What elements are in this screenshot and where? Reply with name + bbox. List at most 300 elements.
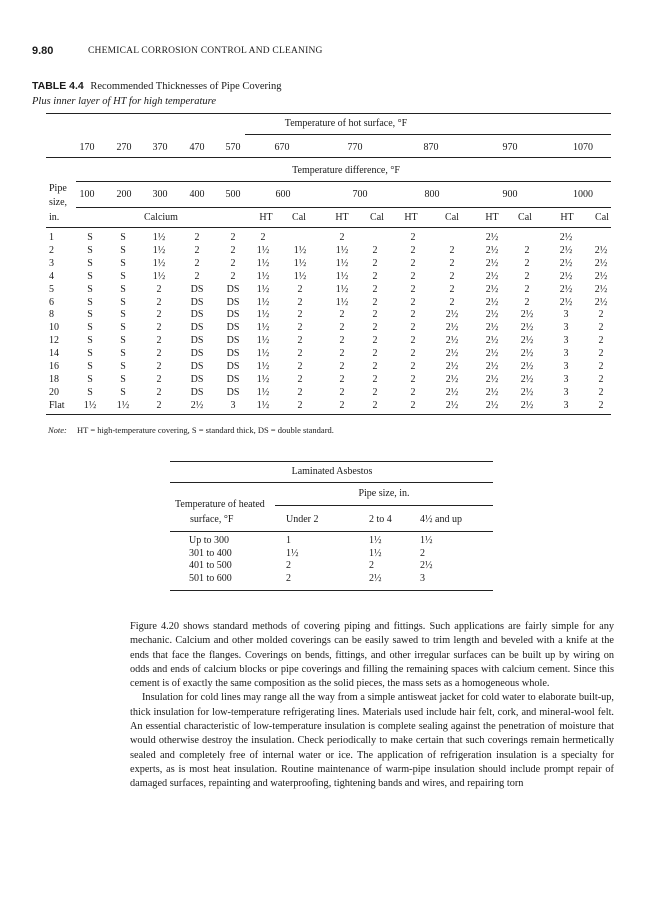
thickness-cell: S: [87, 361, 93, 372]
thickness-cell: DS: [190, 309, 204, 321]
thickness-cell: 2: [410, 361, 416, 372]
thickness-cell: 2½: [485, 270, 499, 282]
thickness-cell: 1½: [293, 244, 307, 256]
thickness-cell: 2½: [445, 335, 459, 347]
thickness-cell: 2½: [485, 386, 499, 398]
pipe-size-cell: 2: [49, 244, 54, 256]
thickness-cell: 2: [339, 335, 345, 347]
lam-pipe-size-header: Pipe size, in.: [358, 488, 410, 499]
thickness-cell: 2: [524, 270, 530, 282]
thickness-cell: 2½: [485, 373, 499, 385]
thickness-cell: 2½: [485, 296, 499, 308]
thickness-cell: 2: [524, 283, 530, 295]
ht-label: HT: [485, 212, 499, 223]
thickness-cell: 2½: [520, 309, 534, 321]
thickness-cell: 2½: [445, 348, 459, 360]
thickness-cell: S: [120, 386, 126, 398]
thickness-cell: DS: [226, 335, 240, 347]
thickness-cell: 2: [598, 399, 604, 411]
lam-temp-header-1: Temperature of heated: [175, 499, 265, 510]
thickness-cell: S: [120, 348, 126, 360]
thickness-cell: 2: [524, 257, 530, 269]
lam-temp-cell: 301 to 400: [189, 547, 232, 559]
thickness-cell: 2: [156, 373, 162, 385]
table-label: TABLE 4.4: [32, 80, 84, 92]
pipe-size-cell: 5: [49, 283, 54, 295]
thickness-cell: 2: [410, 232, 416, 243]
lam-col-2-to-4: 2 to 4: [369, 514, 392, 525]
hot-surface-temp: 1070: [573, 142, 593, 153]
thickness-cell: 2: [410, 309, 416, 321]
thickness-cell: 2: [598, 361, 604, 372]
temp-diff-value: 800: [424, 189, 440, 200]
pipe-size-cell: 10: [49, 322, 59, 334]
thickness-cell: DS: [190, 373, 204, 385]
thickness-cell: 2: [156, 348, 162, 360]
thickness-cell: 2: [372, 373, 378, 385]
thickness-cell: 2: [449, 283, 455, 295]
paragraph-1: Figure 4.20 shows standard methods of covering piping and fittings. Such applications are fairly simple for any mechanic. Calcium and other molded coverings can be easily sawed to trim length and beveled with a knife at the ends that face the flanges. Coverings on bends, fittings, and other irregular surfaces can be built up by wiring on odds and ends of calcium blocks or pipe coverings and filling the remaining spaces with calcium cement. Since this cement is of exactly the same composition as the solid pieces, the mass sets as a homogeneous whole.: [130, 621, 614, 690]
thickness-cell: 2½: [445, 322, 459, 334]
lam-thickness-cell: 1½: [369, 535, 382, 546]
thickness-cell: 2: [339, 348, 345, 360]
thickness-cell: 2½: [559, 270, 573, 282]
pipe-size-label-3: in.: [49, 212, 60, 223]
thickness-cell: 2½: [485, 399, 499, 411]
thickness-cell: DS: [226, 386, 240, 398]
thickness-cell: 1½: [152, 270, 166, 282]
thickness-cell: 1½: [256, 283, 270, 295]
thickness-cell: 2½: [594, 257, 608, 269]
thickness-cell: 1½: [256, 309, 270, 321]
thickness-cell: 2: [410, 270, 416, 282]
thickness-cell: DS: [190, 348, 204, 360]
thickness-cell: 2: [449, 296, 455, 308]
thickness-cell: 2: [297, 399, 303, 411]
thickness-cell: 2: [194, 257, 200, 269]
thickness-cell: 2: [372, 270, 378, 282]
cal-label: Cal: [370, 212, 384, 223]
thickness-cell: 2½: [520, 322, 534, 334]
thickness-cell: 2: [372, 399, 378, 411]
temp-diff-value: 300: [152, 189, 168, 200]
thickness-cell: 3: [230, 399, 236, 411]
thickness-cell: 2: [372, 296, 378, 308]
thickness-cell: DS: [190, 283, 204, 295]
pipe-size-cell: 16: [49, 361, 59, 372]
thickness-cell: 2: [372, 309, 378, 321]
lam-col-4half-up: 4½ and up: [420, 514, 462, 525]
thickness-cell: 1½: [293, 257, 307, 269]
thickness-cell: S: [120, 257, 126, 269]
thickness-cell: 2½: [594, 244, 608, 256]
lam-bottom-rule: [170, 590, 493, 591]
thickness-cell: 2: [372, 361, 378, 372]
thickness-cell: 2½: [520, 348, 534, 360]
body-text: [130, 620, 614, 792]
thickness-cell: S: [120, 322, 126, 334]
thickness-cell: 2: [372, 386, 378, 398]
thickness-cell: S: [87, 386, 93, 398]
temp-diff-value: 900: [502, 189, 518, 200]
running-title: CHEMICAL CORROSION CONTROL AND CLEANING: [88, 46, 323, 56]
hot-surface-header: Temperature of hot surface, °F: [284, 118, 408, 129]
pipe-size-cell: Flat: [49, 399, 65, 411]
thickness-cell: DS: [190, 296, 204, 308]
hot-surface-temp: 670: [274, 142, 290, 153]
thickness-cell: S: [87, 296, 93, 308]
thickness-cell: 1½: [256, 386, 270, 398]
temps-rule: [46, 157, 611, 158]
temp-diff-value: 100: [79, 189, 95, 200]
hot-surface-temp: 770: [347, 142, 363, 153]
thickness-cell: 2: [410, 283, 416, 295]
thickness-cell: 2: [339, 399, 345, 411]
thickness-cell: 2½: [485, 309, 499, 321]
thickness-cell: 2: [156, 296, 162, 308]
table-top-rule: [46, 113, 611, 114]
thickness-cell: 2: [410, 399, 416, 411]
thickness-cell: 2: [194, 244, 200, 256]
note-text: HT = high-temperature covering, S = standard thick, DS = double standard.: [77, 425, 334, 435]
table-caption: [32, 80, 281, 92]
thickness-cell: 2: [372, 257, 378, 269]
lam-thickness-cell: 1½: [420, 535, 433, 546]
temp-diff-value: 200: [116, 189, 132, 200]
thickness-cell: 2: [410, 244, 416, 256]
thickness-cell: 2½: [559, 244, 573, 256]
thickness-cell: 2: [297, 283, 303, 295]
thickness-cell: 2½: [445, 309, 459, 321]
temp-diff-value: 400: [189, 189, 205, 200]
pipe-size-cell: 6: [49, 296, 54, 308]
thickness-cell: 2: [598, 309, 604, 321]
thickness-cell: DS: [226, 283, 240, 295]
lam-thickness-cell: 2: [286, 572, 291, 584]
thickness-cell: 2½: [485, 322, 499, 334]
thickness-cell: 2: [372, 244, 378, 256]
thickness-cell: 2½: [445, 399, 459, 411]
thickness-cell: 2½: [485, 335, 499, 347]
thickness-cell: 2: [339, 309, 345, 321]
thickness-cell: 2: [598, 373, 604, 385]
thickness-cell: DS: [190, 361, 204, 372]
thickness-cell: DS: [190, 386, 204, 398]
lam-thickness-cell: 2: [369, 560, 374, 571]
thickness-cell: 1½: [256, 322, 270, 334]
thickness-cell: 2½: [520, 399, 534, 411]
thickness-cell: 2: [598, 335, 604, 347]
thickness-cell: DS: [226, 322, 240, 334]
thickness-cell: 2: [156, 322, 162, 334]
thickness-cell: S: [120, 244, 126, 256]
thickness-cell: DS: [226, 296, 240, 308]
thickness-cell: S: [87, 373, 93, 385]
thickness-cell: 1½: [335, 244, 349, 256]
hot-surface-temp: 470: [189, 142, 205, 153]
thickness-cell: 2½: [594, 283, 608, 295]
temp-diff-value: 700: [352, 189, 368, 200]
ht-label: HT: [560, 212, 574, 223]
thickness-cell: S: [120, 296, 126, 308]
thickness-cell: S: [87, 348, 93, 360]
thickness-cell: S: [87, 283, 93, 295]
thickness-cell: S: [87, 232, 93, 243]
thickness-cell: 2: [297, 296, 303, 308]
thickness-cell: 2: [410, 348, 416, 360]
pipe-size-cell: 8: [49, 309, 54, 321]
thickness-cell: 2½: [485, 257, 499, 269]
thickness-cell: 2½: [520, 386, 534, 398]
thickness-cell: 2½: [445, 361, 459, 372]
thickness-cell: 2½: [445, 386, 459, 398]
calcium-label: Calcium: [144, 212, 178, 223]
cal-label: Cal: [595, 212, 609, 223]
hot-surface-temp: 870: [423, 142, 439, 153]
table-subtitle: Plus inner layer of HT for high temperature: [32, 96, 217, 107]
thickness-cell: DS: [226, 373, 240, 385]
thickness-cell: S: [87, 270, 93, 282]
thickness-cell: 2: [297, 335, 303, 347]
thickness-cell: 2½: [559, 232, 573, 243]
temp-diff-value: 1000: [573, 189, 593, 200]
thickness-cell: DS: [226, 348, 240, 360]
thickness-cell: 2½: [485, 348, 499, 360]
thickness-cell: 1½: [256, 399, 270, 411]
thickness-cell: 2: [410, 335, 416, 347]
thickness-cell: 2: [598, 386, 604, 398]
thickness-cell: 2½: [485, 283, 499, 295]
thickness-cell: 2½: [520, 373, 534, 385]
lam-thickness-cell: 1: [286, 535, 291, 546]
thickness-cell: 2: [372, 335, 378, 347]
thickness-cell: 2½: [190, 399, 204, 411]
pipe-size-label-1: Pipe: [49, 183, 67, 194]
ht-label: HT: [259, 212, 273, 223]
thickness-cell: S: [87, 335, 93, 347]
thickness-cell: 2: [156, 283, 162, 295]
ht-label: HT: [335, 212, 349, 223]
thickness-cell: 2: [194, 270, 200, 282]
table-bottom-rule: [46, 414, 611, 415]
thickness-cell: DS: [190, 322, 204, 334]
hot-surface-temp: 970: [502, 142, 518, 153]
thickness-cell: 2: [524, 296, 530, 308]
thickness-cell: 2: [194, 232, 200, 243]
thickness-cell: 2: [339, 386, 345, 398]
thickness-cell: 3: [563, 335, 569, 347]
thickness-cell: 2: [297, 373, 303, 385]
thickness-cell: 2: [410, 386, 416, 398]
note-label: Note:: [48, 425, 67, 435]
lam-thickness-cell: 1½: [286, 547, 299, 559]
thickness-cell: 2: [297, 309, 303, 321]
thickness-cell: 2: [156, 386, 162, 398]
lam-thickness-cell: 1½: [369, 547, 382, 559]
thickness-cell: 2: [410, 296, 416, 308]
thickness-cell: 2: [260, 232, 266, 243]
thickness-cell: 2½: [594, 270, 608, 282]
thickness-cell: S: [120, 309, 126, 321]
thickness-cell: S: [120, 283, 126, 295]
pipe-size-cell: 1: [49, 232, 54, 243]
thickness-cell: 1½: [335, 257, 349, 269]
thickness-cell: 1½: [152, 232, 166, 243]
thickness-cell: 2½: [520, 335, 534, 347]
thickness-cell: S: [120, 232, 126, 243]
thickness-cell: 2½: [559, 283, 573, 295]
thickness-cell: 2: [156, 399, 162, 411]
thickness-cell: 2: [339, 322, 345, 334]
pipe-size-cell: 20: [49, 386, 59, 398]
thickness-cell: 2: [230, 232, 236, 243]
lam-title-rule: [170, 482, 493, 483]
pipe-size-cell: 18: [49, 373, 59, 385]
pipe-size-label-2: size,: [49, 197, 68, 208]
thickness-cell: 1½: [335, 270, 349, 282]
lam-thickness-cell: 2: [420, 547, 425, 559]
paragraph-2: Insulation for cold lines may range all the way from a simple antisweat jacket for cold water to elaborate built-up, thick insulation for low-temperature refrigerating lines. Materials used include hair felt, cork, and mineral-wool felt. An essential characteristic of low-temperature insulation is complete sealing against the penetration of moisture that would otherwise destroy the insulation. Check periodically to make certain that such coverings remain hermetically sealed and completely free of internal water or ice. The application of refrigeration insulation is a specialty for experts, as is most heat insulation. Routine maintenance of warm-pipe insulation should include prompt repair of damaged surfaces, repainting and waterproofing, tightening bands and wires, and repairing torn: [130, 692, 614, 790]
thickness-cell: 2: [339, 373, 345, 385]
thickness-cell: 2½: [485, 232, 499, 243]
lam-title: Laminated Asbestos: [291, 466, 373, 477]
pipe-size-cell: 3: [49, 257, 54, 269]
thickness-cell: 1½: [256, 296, 270, 308]
table-note: [48, 425, 334, 435]
thickness-cell: 2: [230, 270, 236, 282]
thickness-cell: 2½: [485, 361, 499, 372]
thickness-cell: 2: [297, 322, 303, 334]
thickness-cell: 1½: [256, 373, 270, 385]
thickness-cell: 1½: [335, 283, 349, 295]
header-bottom-rule: [46, 227, 611, 228]
thickness-cell: 2: [339, 232, 345, 243]
thickness-cell: 3: [563, 399, 569, 411]
thickness-cell: DS: [226, 361, 240, 372]
thickness-cell: 3: [563, 309, 569, 321]
thickness-cell: 2½: [520, 361, 534, 372]
pipe-size-cell: 14: [49, 348, 59, 360]
temp-diff-value: 600: [275, 189, 291, 200]
hot-surface-temp: 370: [152, 142, 168, 153]
table-title: Recommended Thicknesses of Pipe Covering: [90, 81, 282, 92]
temp-diff-value: 500: [225, 189, 241, 200]
thickness-cell: S: [120, 361, 126, 372]
thickness-cell: 2: [598, 322, 604, 334]
lam-thickness-cell: 2½: [420, 560, 433, 571]
lam-thickness-cell: 2½: [369, 572, 382, 584]
thickness-cell: S: [87, 257, 93, 269]
thickness-cell: 2½: [485, 244, 499, 256]
thickness-cell: 2: [297, 386, 303, 398]
thickness-cell: 1½: [256, 348, 270, 360]
thickness-cell: 2: [449, 270, 455, 282]
thickness-cell: 2: [230, 257, 236, 269]
lam-thickness-cell: 2: [286, 560, 291, 571]
lam-top-rule: [170, 461, 493, 462]
thickness-cell: 1½: [116, 399, 130, 411]
hot-surface-temp: 170: [79, 142, 95, 153]
thickness-cell: 1½: [293, 270, 307, 282]
thickness-cell: 1½: [256, 335, 270, 347]
pipe-size-cell: 4: [49, 270, 54, 282]
lam-pipe-size-rule: [275, 505, 493, 506]
temp-diff-header: Temperature difference, °F: [292, 165, 400, 176]
page-number: 9.80: [32, 45, 54, 57]
thickness-cell: 2: [410, 322, 416, 334]
lam-temp-header-2: surface, °F: [190, 514, 234, 525]
thickness-cell: S: [87, 309, 93, 321]
lam-col-under-2: Under 2: [286, 514, 319, 525]
thickness-cell: 1½: [256, 361, 270, 372]
thickness-cell: 2: [156, 309, 162, 321]
thickness-cell: 3: [563, 386, 569, 398]
thickness-cell: 2: [410, 257, 416, 269]
thickness-cell: 3: [563, 348, 569, 360]
thickness-cell: 1½: [256, 270, 270, 282]
lam-temp-cell: Up to 300: [189, 535, 229, 546]
thickness-cell: 3: [563, 373, 569, 385]
thickness-cell: 2: [372, 322, 378, 334]
thickness-cell: 3: [563, 361, 569, 372]
thickness-cell: 2½: [559, 257, 573, 269]
hot-surface-temp: 270: [116, 142, 132, 153]
thickness-cell: S: [120, 270, 126, 282]
thickness-cell: 2: [372, 348, 378, 360]
thickness-cell: 2: [524, 244, 530, 256]
thickness-cell: 2: [339, 361, 345, 372]
thickness-cell: 2½: [445, 373, 459, 385]
thickness-cell: 2: [156, 361, 162, 372]
cal-label: Cal: [518, 212, 532, 223]
thickness-cell: 2: [449, 244, 455, 256]
ht-label: HT: [404, 212, 418, 223]
cal-label: Cal: [292, 212, 306, 223]
thickness-cell: 1½: [152, 244, 166, 256]
thickness-cell: 3: [563, 322, 569, 334]
lam-temp-cell: 501 to 600: [189, 572, 232, 584]
thickness-cell: 2: [297, 361, 303, 372]
lam-thickness-cell: 3: [420, 572, 425, 584]
thickness-cell: 2: [598, 348, 604, 360]
calcium-rule: [76, 207, 611, 208]
thickness-cell: 2: [297, 348, 303, 360]
thickness-cell: 1½: [152, 257, 166, 269]
hot-surface-rule: [245, 134, 611, 135]
hot-surface-temp: 570: [225, 142, 241, 153]
thickness-cell: 2: [156, 335, 162, 347]
thickness-cell: S: [87, 244, 93, 256]
thickness-cell: S: [120, 335, 126, 347]
thickness-cell: 2: [410, 373, 416, 385]
lam-header-rule: [170, 531, 493, 532]
thickness-cell: 1½: [256, 257, 270, 269]
thickness-cell: 1½: [83, 399, 97, 411]
thickness-cell: S: [87, 322, 93, 334]
thickness-cell: 2: [230, 244, 236, 256]
thickness-cell: 2½: [559, 296, 573, 308]
thickness-cell: DS: [190, 335, 204, 347]
temp-diff-rule: [76, 181, 611, 182]
thickness-cell: DS: [226, 309, 240, 321]
pipe-size-cell: 12: [49, 335, 59, 347]
thickness-cell: 1½: [256, 244, 270, 256]
thickness-cell: S: [120, 373, 126, 385]
thickness-cell: 2: [449, 257, 455, 269]
thickness-cell: 2: [372, 283, 378, 295]
thickness-cell: 2½: [594, 296, 608, 308]
thickness-cell: 1½: [335, 296, 349, 308]
